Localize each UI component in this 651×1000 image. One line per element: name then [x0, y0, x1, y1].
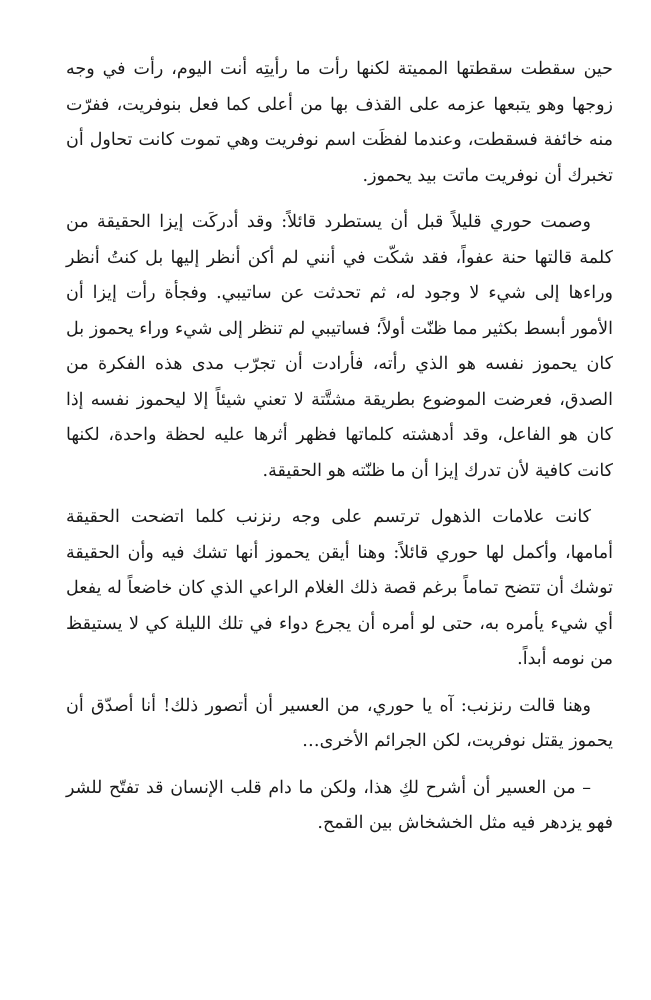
book-page [66, 52, 613, 853]
paragraph-1: حين سقطت سقطتها المميتة لكنها رأت ما رأيتِه أنت اليوم، رأت في وجه زوجها وهو يتبعها عزمه على القذف بها من أعلى كما فعل بنوفريت، ففرّت منه خائفة فسقطت، وعندما لفظَت اسم نوفريت وهي تموت كانت تحاول أن تخبرك أن نوفريت ماتت بيد يحموز. [66, 59, 613, 186]
paragraph-5: – من العسير أن أشرح لكِ هذا، ولكن ما دام قلب الإنسان قد تفتّح للشر فهو يزدهر فيه مثل الخشخاش بين القمح. [66, 777, 613, 833]
paragraph-4: وهنا قالت رنزنب: آه يا حوري، من العسير أن أتصور ذلك! أنا أصدّق أن يحموز يقتل نوفريت، لكن الجرائم الأخرى… [66, 695, 613, 751]
paragraph-2: وصمت حوري قليلاً قبل أن يستطرد قائلاً: وقد أدركَت إيزا الحقيقة من كلمة قالتها حنة عفواً، فقد شكّت في أنني لم أكن أنظر إليها بل كنتُ أنظر وراءها إلى شيء لا وجود له، ثم تحدثت عن ساتيبي. وفجأة رأت إيزا أن الأمور أبسط بكثير مما ظنّت أولاً؛ فساتيبي لم تنظر إلى شيء وراء يحموز بل كان يحموز نفسه هو الذي رأته، فأرادت أن تجرّب مدى هذه الفكرة من الصدق، فعرضت الموضوع بطريقة مشتَّتة لا تعني شيئاً إلا ليحموز نفسه إذا كان هو الفاعل، وقد أدهشته كلماتها فظهر أثرها عليه لحظة واحدة، لكنها كانت كافية لأن تدرك إيزا أن ما ظنّته هو الحقيقة. [66, 212, 613, 481]
paragraph-3: كانت علامات الذهول ترتسم على وجه رنزنب كلما اتضحت الحقيقة أمامها، وأكمل لها حوري قائلاً: وهنا أيقن يحموز أنها تشك فيه وأن الحقيقة توشك أن تتضح تماماً برغم قصة ذلك الغلام الراعي الذي كان خاضعاً له يفعل أي شيء يأمره به، حتى لو أمره أن يجرع دواء في تلك الليلة كي لا يستيقظ من نومه أبداً. [66, 507, 613, 669]
